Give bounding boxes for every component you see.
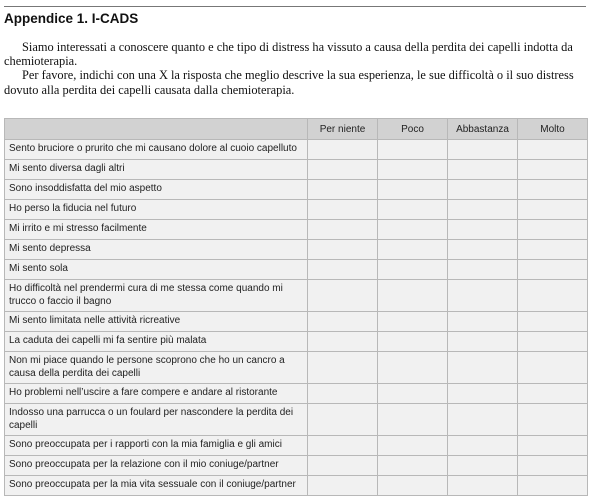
table-row: [5, 332, 588, 352]
answer-cell-poco[interactable]: [378, 404, 448, 436]
column-header: Molto: [518, 119, 588, 140]
item-text: Mi sento limitata nelle attività ricreative: [5, 312, 308, 332]
answer-cell-abbastanza[interactable]: [448, 280, 518, 312]
item-text: Sono preoccupata per la relazione con il mio coniuge/partner: [5, 456, 308, 476]
answer-cell-per-niente[interactable]: [308, 180, 378, 200]
answer-cell-molto[interactable]: [518, 384, 588, 404]
answer-cell-molto[interactable]: [518, 312, 588, 332]
answer-cell-abbastanza[interactable]: [448, 476, 518, 496]
answer-cell-molto[interactable]: [518, 200, 588, 220]
answer-cell-poco[interactable]: [378, 160, 448, 180]
table-row: [5, 260, 588, 280]
answer-cell-abbastanza[interactable]: [448, 240, 518, 260]
answer-cell-molto[interactable]: [518, 476, 588, 496]
item-text: La caduta dei capelli mi fa sentire più malata: [5, 332, 308, 352]
table-row: [5, 200, 588, 220]
item-text: Ho problemi nell’uscire a fare compere e andare al ristorante: [5, 384, 308, 404]
answer-cell-poco[interactable]: [378, 200, 448, 220]
answer-cell-molto[interactable]: [518, 260, 588, 280]
answer-cell-per-niente[interactable]: [308, 240, 378, 260]
item-text: Sono preoccupata per i rapporti con la mia famiglia e gli amici: [5, 436, 308, 456]
answer-cell-molto[interactable]: [518, 220, 588, 240]
intro-text: [4, 40, 589, 97]
answer-cell-per-niente[interactable]: [308, 220, 378, 240]
answer-cell-per-niente[interactable]: [308, 332, 378, 352]
item-text: Mi sento sola: [5, 260, 308, 280]
table-row: [5, 476, 588, 496]
answer-cell-molto[interactable]: [518, 280, 588, 312]
answer-cell-per-niente[interactable]: [308, 312, 378, 332]
answer-cell-per-niente[interactable]: [308, 200, 378, 220]
answer-cell-molto[interactable]: [518, 352, 588, 384]
answer-cell-poco[interactable]: [378, 352, 448, 384]
table-header-row: [5, 119, 588, 140]
answer-cell-abbastanza[interactable]: [448, 312, 518, 332]
table-row: [5, 160, 588, 180]
item-text: Sono preoccupata per la mia vita sessuale con il coniuge/partner: [5, 476, 308, 496]
answer-cell-abbastanza[interactable]: [448, 220, 518, 240]
answer-cell-molto[interactable]: [518, 240, 588, 260]
item-text: Ho perso la fiducia nel futuro: [5, 200, 308, 220]
answer-cell-per-niente[interactable]: [308, 160, 378, 180]
answer-cell-abbastanza[interactable]: [448, 332, 518, 352]
answer-cell-poco[interactable]: [378, 436, 448, 456]
answer-cell-poco[interactable]: [378, 140, 448, 160]
item-text: Mi sento depressa: [5, 240, 308, 260]
item-text: Mi sento diversa dagli altri: [5, 160, 308, 180]
item-text: Non mi piace quando le persone scoprono che ho un cancro a causa della perdita dei capelli: [5, 352, 308, 384]
answer-cell-per-niente[interactable]: [308, 140, 378, 160]
answer-cell-per-niente[interactable]: [308, 404, 378, 436]
page-title: Appendice 1. I-CADS: [4, 11, 139, 26]
intro-paragraph: Siamo interessati a conoscere quanto e che tipo di distress ha vissuto a causa della perdita dei capelli indotta da chemioterapia.: [4, 40, 573, 69]
answer-cell-abbastanza[interactable]: [448, 160, 518, 180]
answer-cell-poco[interactable]: [378, 312, 448, 332]
item-text: Indosso una parrucca o un foulard per nascondere la perdita dei capelli: [5, 404, 308, 436]
answer-cell-molto[interactable]: [518, 456, 588, 476]
table-row: [5, 312, 588, 332]
answer-cell-molto[interactable]: [518, 180, 588, 200]
answer-cell-abbastanza[interactable]: [448, 140, 518, 160]
item-text: Sono insoddisfatta del mio aspetto: [5, 180, 308, 200]
answer-cell-abbastanza[interactable]: [448, 352, 518, 384]
table-row: [5, 456, 588, 476]
answer-cell-poco[interactable]: [378, 456, 448, 476]
table-row: [5, 436, 588, 456]
answer-cell-poco[interactable]: [378, 280, 448, 312]
answer-cell-molto[interactable]: [518, 160, 588, 180]
answer-cell-per-niente[interactable]: [308, 352, 378, 384]
answer-cell-per-niente[interactable]: [308, 476, 378, 496]
answer-cell-poco[interactable]: [378, 180, 448, 200]
answer-cell-abbastanza[interactable]: [448, 260, 518, 280]
answer-cell-abbastanza[interactable]: [448, 384, 518, 404]
item-text: Mi irrito e mi stresso facilmente: [5, 220, 308, 240]
answer-cell-poco[interactable]: [378, 220, 448, 240]
answer-cell-poco[interactable]: [378, 260, 448, 280]
answer-cell-abbastanza[interactable]: [448, 456, 518, 476]
table-row: [5, 384, 588, 404]
intro-paragraph: Per favore, indichi con una X la risposta che meglio descrive la sua esperienza, le sue difficoltà o il suo distress dovuto alla perdita dei capelli causata dalla chemioterapia.: [4, 68, 574, 97]
column-header: Per niente: [308, 119, 378, 140]
answer-cell-poco[interactable]: [378, 384, 448, 404]
answer-cell-molto[interactable]: [518, 404, 588, 436]
table-row: [5, 180, 588, 200]
questionnaire-table: [4, 118, 588, 496]
answer-cell-per-niente[interactable]: [308, 384, 378, 404]
table-row: [5, 240, 588, 260]
answer-cell-molto[interactable]: [518, 436, 588, 456]
table-row: [5, 404, 588, 436]
answer-cell-per-niente[interactable]: [308, 260, 378, 280]
table-row: [5, 352, 588, 384]
answer-cell-abbastanza[interactable]: [448, 404, 518, 436]
answer-cell-per-niente[interactable]: [308, 456, 378, 476]
answer-cell-molto[interactable]: [518, 140, 588, 160]
answer-cell-poco[interactable]: [378, 476, 448, 496]
answer-cell-poco[interactable]: [378, 240, 448, 260]
item-text: Sento bruciore o prurito che mi causano dolore al cuoio capelluto: [5, 140, 308, 160]
item-column-header: [5, 119, 308, 140]
answer-cell-abbastanza[interactable]: [448, 436, 518, 456]
answer-cell-poco[interactable]: [378, 332, 448, 352]
column-header: Abbastanza: [448, 119, 518, 140]
top-rule: [4, 6, 586, 7]
column-header: Poco: [378, 119, 448, 140]
answer-cell-molto[interactable]: [518, 332, 588, 352]
table-row: [5, 220, 588, 240]
table-row: [5, 280, 588, 312]
table-row: [5, 140, 588, 160]
answer-cell-abbastanza[interactable]: [448, 180, 518, 200]
item-text: Ho difficoltà nel prendermi cura di me stessa come quando mi trucco o faccio il bagno: [5, 280, 308, 312]
answer-cell-per-niente[interactable]: [308, 280, 378, 312]
answer-cell-per-niente[interactable]: [308, 436, 378, 456]
answer-cell-abbastanza[interactable]: [448, 200, 518, 220]
